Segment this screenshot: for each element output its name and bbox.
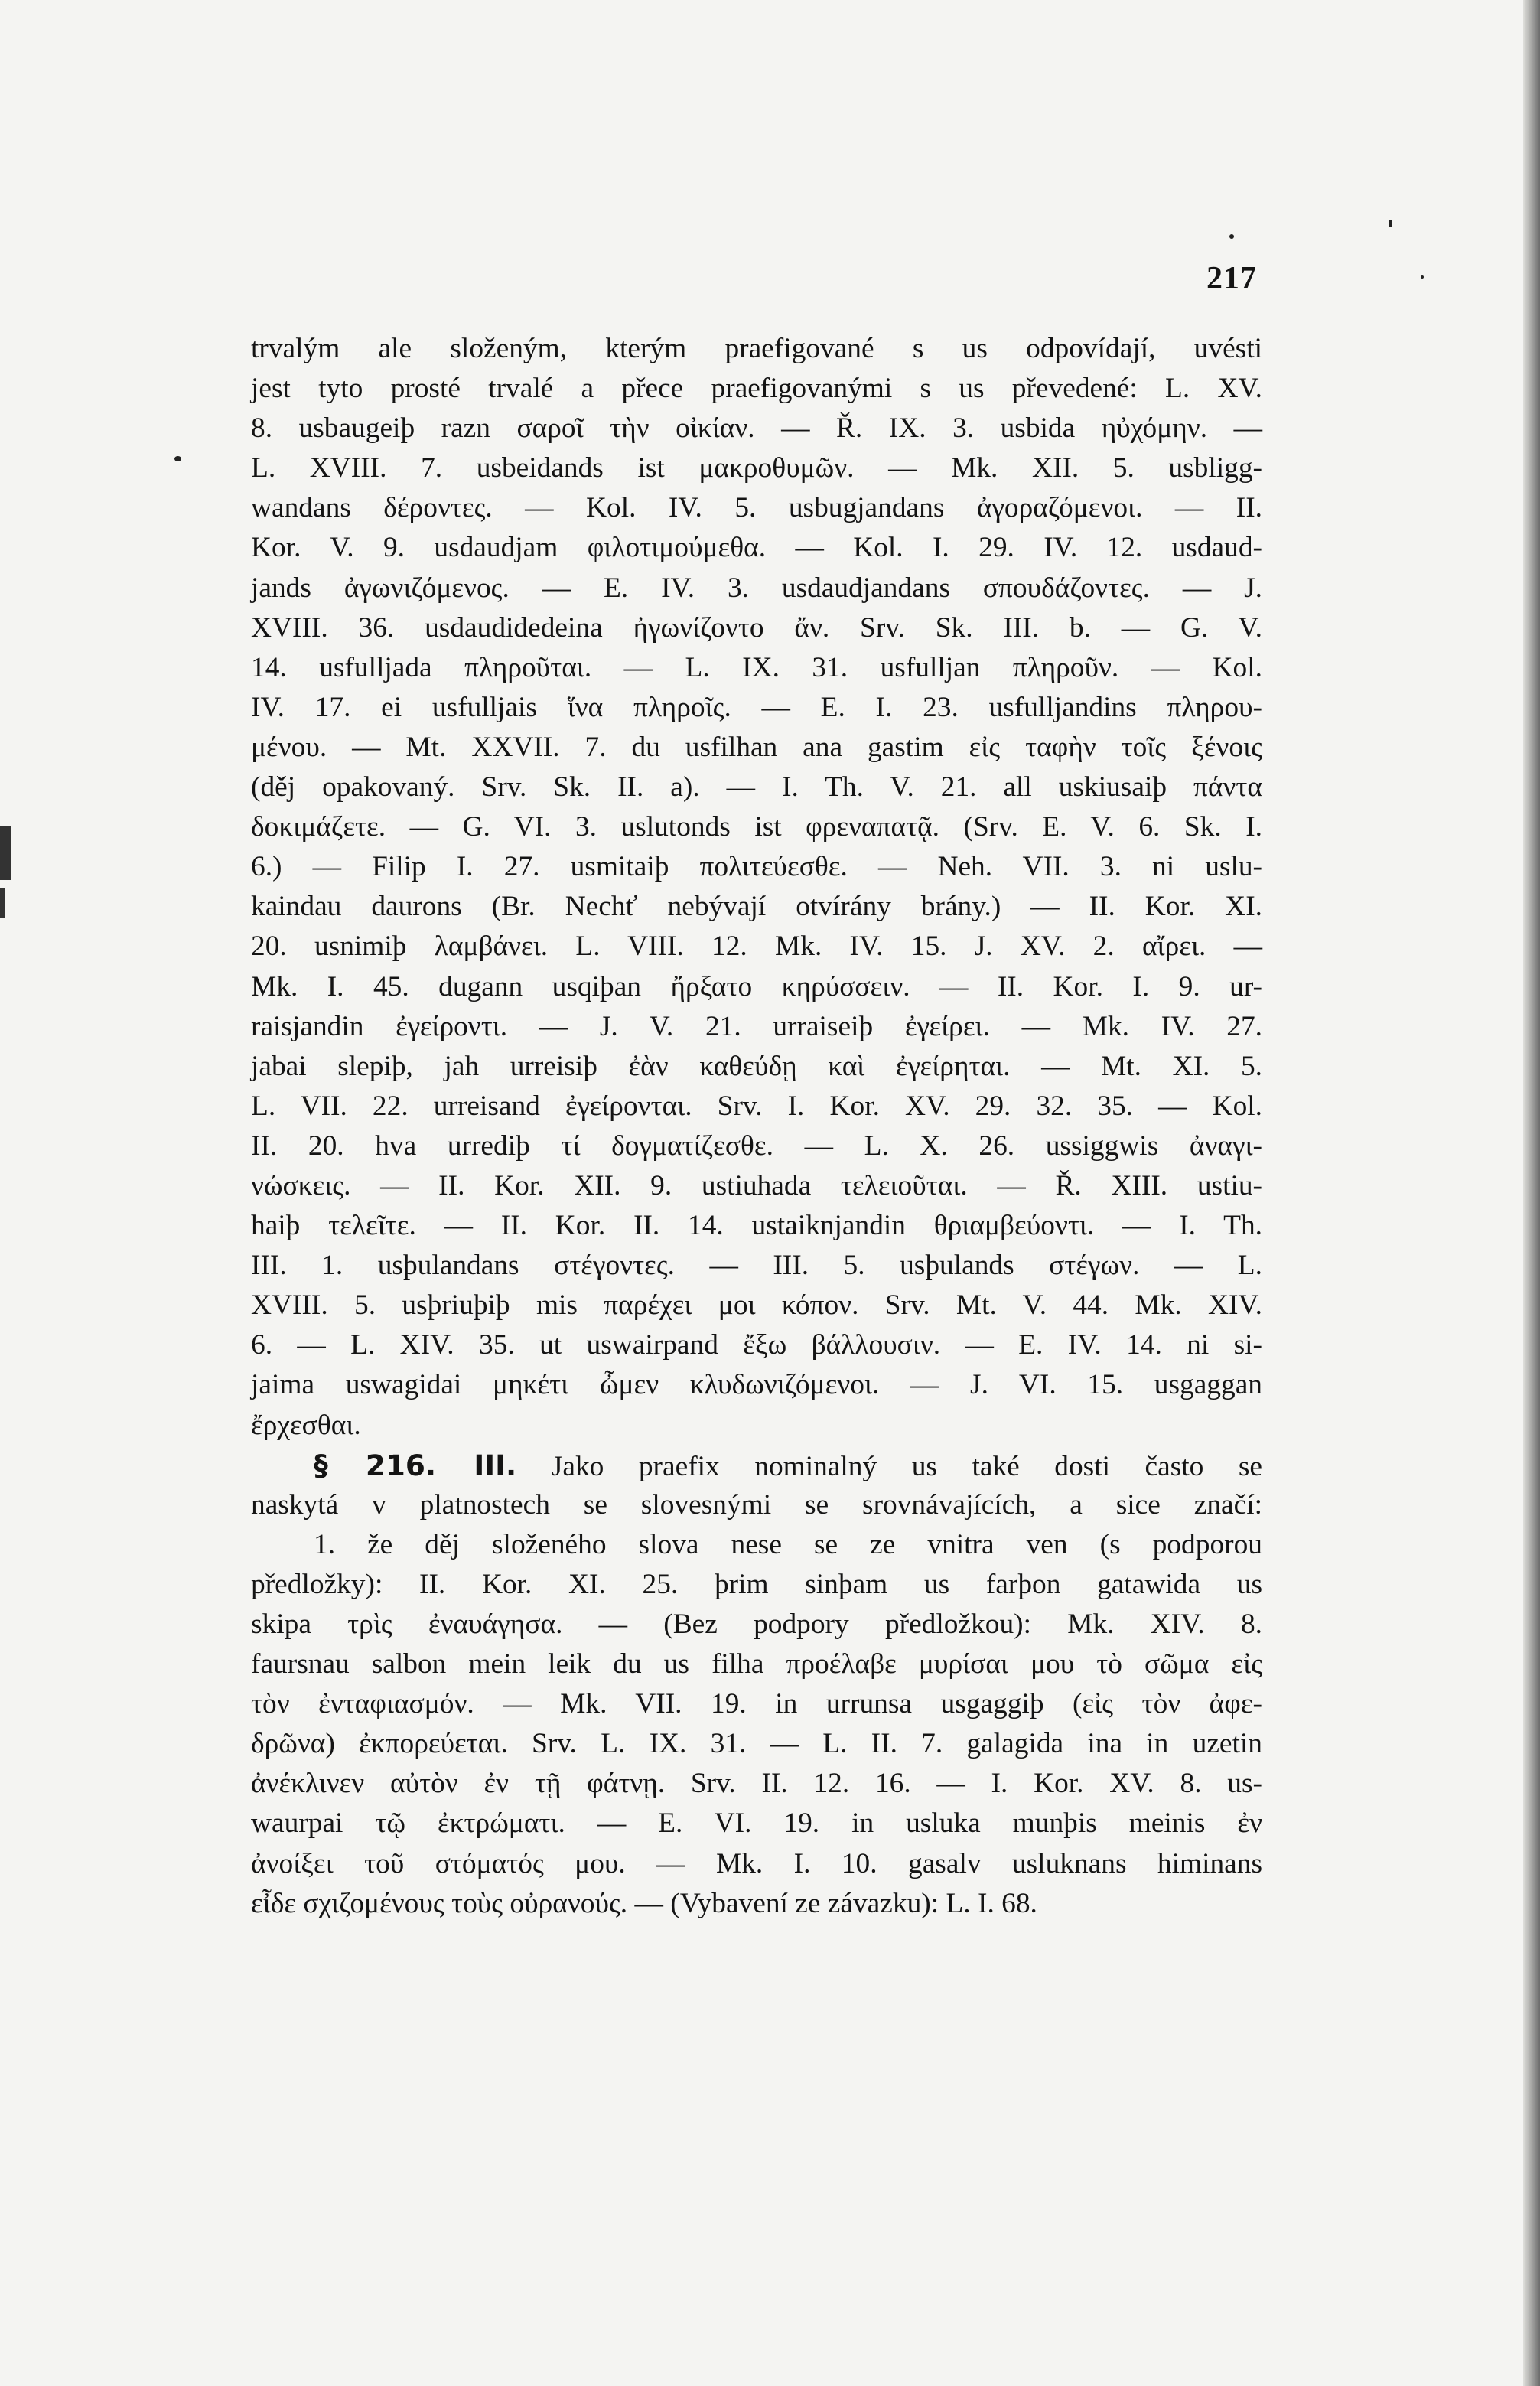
- text-line: ἔρχεσθαι.: [251, 1409, 361, 1441]
- text-line: jaima uswagidai μηκέτι ὦμεν κλυδωνιζόμενοι. — J. VI. 15. usgaggan: [251, 1369, 1262, 1401]
- section-first-line: Jako praefix nominalný us také dosti často se: [551, 1450, 1262, 1482]
- text-line: wandans δέροντες. — Kol. IV. 5. usbugjandans ἀγοραζόμενοι. — II.: [251, 492, 1262, 524]
- text-line: δοκιμάζετε. — G. VI. 3. uslutonds ist φρεναπατᾷ. (Srv. E. V. 6. Sk. I.: [251, 811, 1262, 843]
- text-line: εἶδε σχιζομένους τοὺς οὐρανούς. — (Vybavení ze závazku): L. I. 68.: [251, 1887, 1037, 1919]
- text-line: 8. usbaugeiþ razn σαροῖ τὴν οἰκίαν. — Ř. IX. 3. usbida ηὐχόμην. —: [251, 412, 1262, 445]
- binding-mark: [0, 888, 5, 918]
- text-line: jabai slepiþ, jah urreisiþ ἐὰν καθεύδῃ καὶ ἐγείρηται. — Mt. XI. 5.: [251, 1050, 1262, 1082]
- text-line: 6. — L. XIV. 35. ut uswairpand ἔξω βάλλουσιν. — E. IV. 14. ni si-: [251, 1329, 1262, 1361]
- text-line: jands ἀγωνιζόμενος. — E. IV. 3. usdaudjandans σπουδάζοντες. — J.: [251, 572, 1262, 604]
- text-line: L. XVIII. 7. usbeidands ist μακροθυμῶν. — Mk. XII. 5. usbligg-: [251, 452, 1262, 484]
- binding-mark: [0, 826, 11, 880]
- text-line: 14. usfulljada πληροῦται. — L. IX. 31. usfulljan πληροῦν. — Kol.: [251, 651, 1262, 683]
- text-line: Mk. I. 45. dugann usqiþan ἤρξατο κηρύσσειν. — II. Kor. I. 9. ur-: [251, 970, 1262, 1002]
- section-number: § 216. III.: [314, 1448, 517, 1482]
- text-line: naskytá v platnostech se slovesnými se srovnávajících, a sice značí:: [251, 1488, 1262, 1521]
- text-line: faursnau salbon mein leik du us filha προέλαβε μυρίσαι μου τὸ σῶμα εἰς: [251, 1648, 1262, 1680]
- page-text: [251, 329, 1262, 1924]
- scan-speck: [1389, 220, 1392, 227]
- text-line: XVIII. 36. usdaudidedeina ἠγωνίζοντο ἄν. Srv. Sk. III. b. — G. V.: [251, 611, 1262, 644]
- text-line: ἀνοίξει τοῦ στόματός μου. — Mk. I. 10. gasalv usluknans himinans: [251, 1847, 1262, 1879]
- text-line: ἀνέκλινεν αὐτὸν ἐν τῇ φάτνῃ. Srv. II. 12. 16. — I. Kor. XV. 8. us-: [251, 1768, 1262, 1800]
- text-line: jest tyto prosté trvalé a přece praefigovanými s us převedené: L. XV.: [251, 373, 1262, 405]
- text-line: Kor. V. 9. usdaudjam φιλοτιμούμεθα. — Kol. I. 29. IV. 12. usdaud-: [251, 532, 1262, 564]
- text-line: II. 20. hva urrediþ τί δογματίζεσθε. — L. X. 26. ussiggwis ἀναγι-: [251, 1129, 1262, 1162]
- text-line: τὸν ἐνταφιασμόν. — Mk. VII. 19. in urrunsa usgaggiþ (εἰς τὸν ἀφε-: [251, 1688, 1262, 1720]
- text-line: skipa τρὶς ἐναυάγησα. — (Bez podpory předložkou): Mk. XIV. 8.: [251, 1609, 1262, 1640]
- text-line: waurpai τῷ ἐκτρώματι. — E. VI. 19. in usluka munþis meinis ἐν: [251, 1807, 1262, 1840]
- text-line: XVIII. 5. usþriuþiþ mis παρέχει μοι κόπον. Srv. Mt. V. 44. Mk. XIV.: [251, 1289, 1262, 1322]
- text-line: haiþ τελεῖτε. — II. Kor. II. 14. ustaiknjandin θριαμβεύοντι. — I. Th.: [251, 1210, 1262, 1242]
- text-line: předložky): II. Kor. XI. 25. þrim sinþam us farþon gatawida us: [251, 1568, 1262, 1600]
- text-line: kaindau daurons (Br. Nechť nebývají otvírány brány.) — II. Kor. XI.: [251, 891, 1262, 923]
- text-line: 6.) — Filip I. 27. usmitaiþ πολιτεύεσθε. — Neh. VII. 3. ni uslu-: [251, 851, 1262, 883]
- text-line: 20. usnimiþ λαμβάνει. L. VIII. 12. Mk. IV. 15. J. XV. 2. αἴρει. —: [251, 931, 1262, 963]
- text-line: μένου. — Mt. XXVII. 7. du usfilhan ana gastim εἰς ταφὴν τοῖς ξένοις: [251, 731, 1262, 763]
- text-line: L. VII. 22. urreisand ἐγείρονται. Srv. I. Kor. XV. 29. 32. 35. — Kol.: [251, 1090, 1262, 1122]
- text-line: trvalým ale složeným, kterým praefigované s us odpovídají, uvésti: [251, 333, 1262, 364]
- text-line: raisjandin ἐγείροντι. — J. V. 21. urraiseiþ ἐγείρει. — Mk. IV. 27.: [251, 1010, 1262, 1042]
- text-line: (děj opakovaný. Srv. Sk. II. a). — I. Th. V. 21. all uskiusaiþ πάντα: [251, 771, 1262, 803]
- scan-speck: [174, 456, 181, 461]
- text-line: δρῶνα) ἐκπορεύεται. Srv. L. IX. 31. — L. II. 7. galagida ina in uzetin: [251, 1728, 1262, 1760]
- text-line: νώσκεις. — II. Kor. XII. 9. ustiuhada τελειοῦται. — Ř. XIII. ustiu-: [251, 1169, 1262, 1201]
- point-first-line: 1. že děj složeného slova nese se ze vnitra ven (s podporou: [314, 1528, 1262, 1560]
- page-number: 217: [1206, 261, 1257, 296]
- scan-speck: [1421, 275, 1424, 279]
- scan-speck: [1229, 234, 1234, 239]
- section-heading: [251, 1446, 1262, 1485]
- page-edge-shadow: [1523, 0, 1540, 2386]
- text-line: III. 1. usþulandans στέγοντες. — III. 5. usþulands στέγων. — L.: [251, 1250, 1262, 1282]
- text-line: IV. 17. ei usfulljais ἵνα πληροῖς. — E. I. 23. usfulljandins πληρου-: [251, 691, 1262, 723]
